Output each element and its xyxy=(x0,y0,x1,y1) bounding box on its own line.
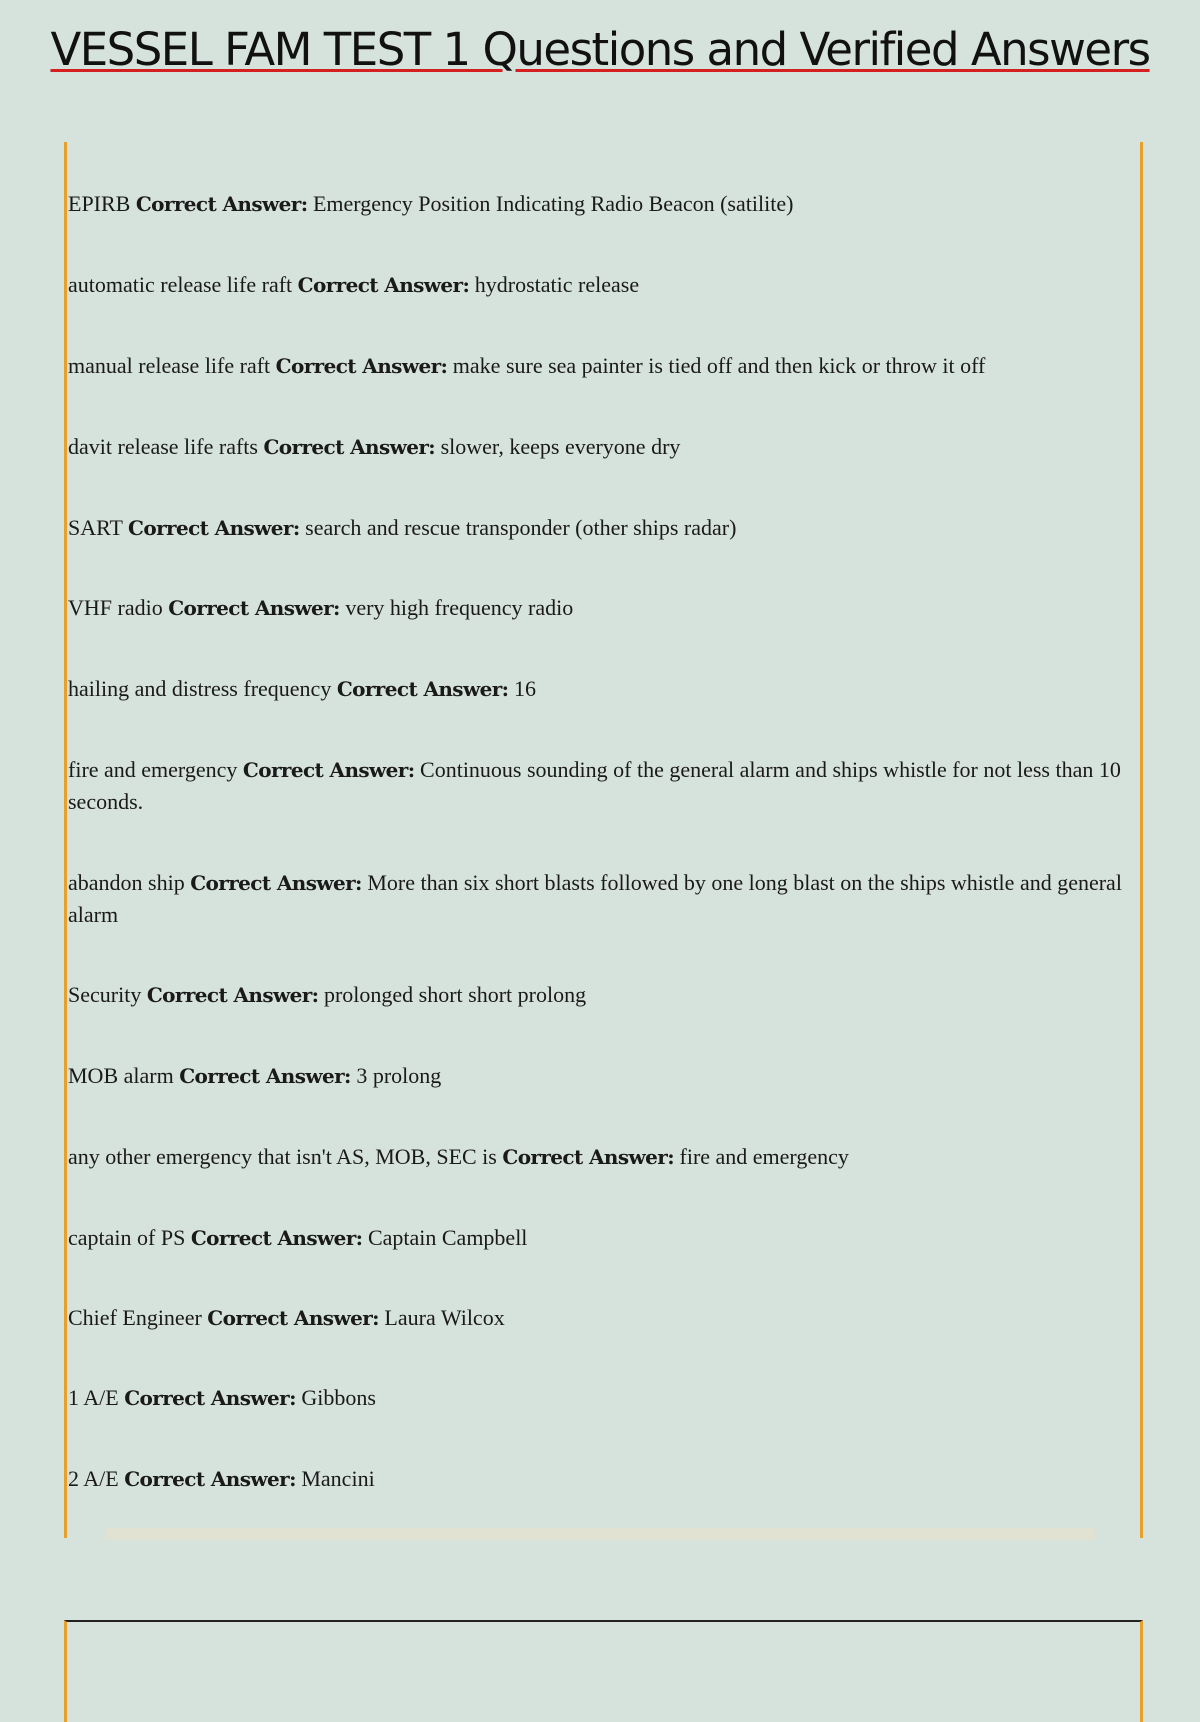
answer-text: fire and emergency xyxy=(679,1144,849,1169)
answer-label: Correct Answer: xyxy=(190,1226,363,1250)
answer-text: search and rescue transponder (other ships radar) xyxy=(305,515,737,540)
answer-text: Mancini xyxy=(301,1466,375,1491)
answer-text: Gibbons xyxy=(301,1385,376,1410)
answer-label: Correct Answer: xyxy=(336,677,509,701)
question-text: fire and emergency xyxy=(68,757,238,782)
next-page-frame xyxy=(64,1620,1143,1722)
question-text: davit release life rafts xyxy=(68,434,258,459)
answer-label: Correct Answer: xyxy=(128,516,300,540)
qa-item xyxy=(68,269,1128,301)
qa-item xyxy=(68,1302,1128,1334)
question-text: automatic release life raft xyxy=(68,272,293,297)
qa-item xyxy=(68,350,1128,382)
answer-label: Correct Answer: xyxy=(275,354,448,378)
answer-label: Correct Answer: xyxy=(146,983,319,1007)
answer-label: Correct Answer: xyxy=(124,1467,296,1491)
qa-item xyxy=(68,1222,1128,1254)
document-title-text: VESSEL FAM TEST 1 Questions and Verified Answers xyxy=(50,23,1150,76)
qa-item xyxy=(68,673,1128,705)
answer-text: More than six short blasts followed by one long blast on the ships whistle and general alarm xyxy=(68,870,1122,927)
qa-item xyxy=(68,1060,1128,1092)
question-text: MOB alarm xyxy=(68,1063,174,1088)
answer-label: Correct Answer: xyxy=(190,871,362,895)
question-text: any other emergency that isn't AS, MOB, SEC is xyxy=(68,1144,497,1169)
answer-label: Correct Answer: xyxy=(502,1145,674,1169)
qa-item xyxy=(68,1463,1128,1495)
answer-label: Correct Answer: xyxy=(124,1386,296,1410)
question-text: Chief Engineer xyxy=(68,1305,202,1330)
qa-item xyxy=(68,1382,1128,1414)
answer-label: Correct Answer: xyxy=(135,192,308,216)
question-text: captain of PS xyxy=(68,1225,186,1250)
question-text: 2 A/E xyxy=(68,1466,119,1491)
answer-text: very high frequency radio xyxy=(345,595,574,620)
qa-item xyxy=(68,1141,1128,1173)
document-title xyxy=(0,22,1200,78)
question-text: manual release life raft xyxy=(68,353,271,378)
qa-item xyxy=(68,754,1128,818)
question-text: abandon ship xyxy=(68,870,185,895)
answer-label: Correct Answer: xyxy=(242,758,415,782)
answer-text: Emergency Position Indicating Radio Beacon (satilite) xyxy=(312,191,794,216)
qa-item xyxy=(68,979,1128,1011)
answer-text: Laura Wilcox xyxy=(384,1305,505,1330)
question-text: SART xyxy=(68,515,123,540)
answer-text: prolonged short short prolong xyxy=(323,982,587,1007)
answer-label: Correct Answer: xyxy=(263,435,436,459)
qa-item xyxy=(68,512,1128,544)
answer-label: Correct Answer: xyxy=(297,273,470,297)
qa-item xyxy=(68,592,1128,624)
qa-item xyxy=(68,431,1128,463)
answer-text: Continuous sounding of the general alarm and ships whistle for not less than 10 seconds. xyxy=(68,757,1121,814)
frame-bottom-rule xyxy=(105,1528,1095,1540)
answer-text: slower, keeps everyone dry xyxy=(440,434,681,459)
answer-label: Correct Answer: xyxy=(179,1064,351,1088)
qa-item xyxy=(68,188,1128,220)
qa-item xyxy=(68,867,1128,931)
question-text: 1 A/E xyxy=(68,1385,119,1410)
answer-text: 16 xyxy=(513,676,536,701)
answer-text: 3 prolong xyxy=(356,1063,442,1088)
answer-text: Captain Campbell xyxy=(367,1225,528,1250)
answer-label: Correct Answer: xyxy=(168,596,340,620)
question-text: VHF radio xyxy=(68,595,163,620)
answer-text: make sure sea painter is tied off and then kick or throw it off xyxy=(452,353,986,378)
question-text: Security xyxy=(68,982,142,1007)
answer-label: Correct Answer: xyxy=(207,1306,379,1330)
question-text: hailing and distress frequency xyxy=(68,676,332,701)
question-text: EPIRB xyxy=(68,191,131,216)
answer-text: hydrostatic release xyxy=(474,272,640,297)
